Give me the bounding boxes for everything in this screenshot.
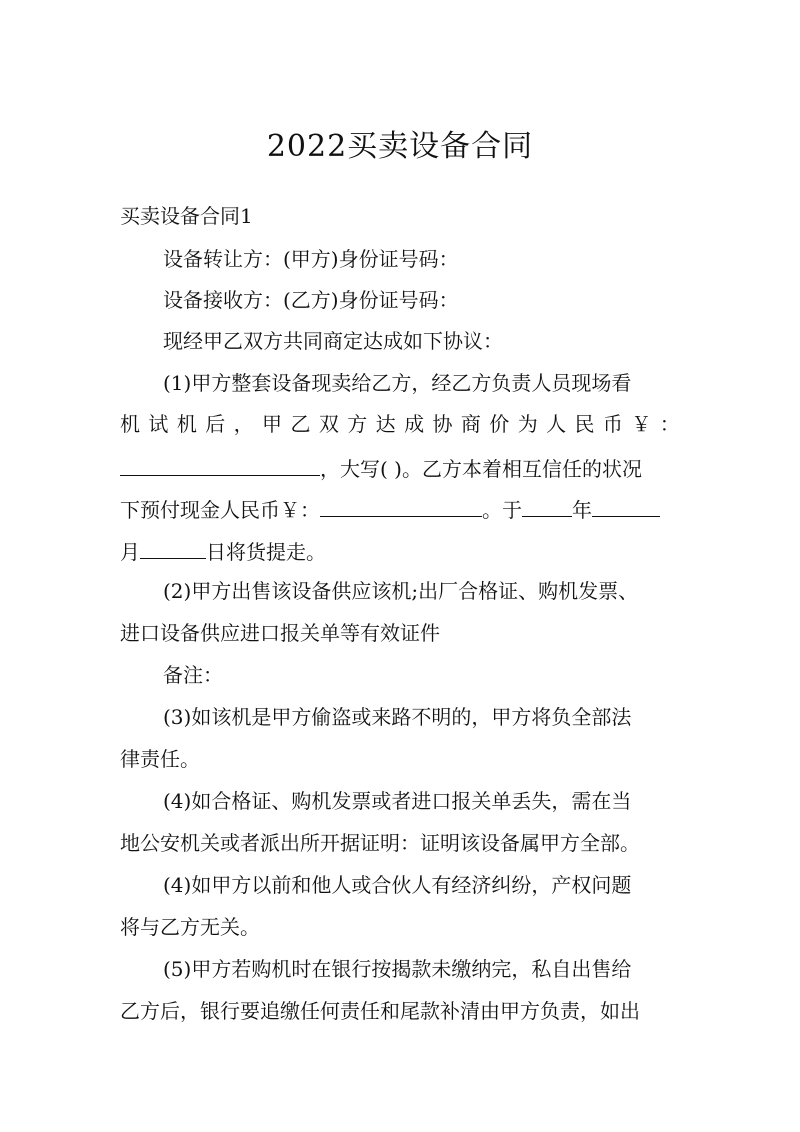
char: 价: [489, 412, 510, 436]
char: 人: [546, 412, 567, 436]
day-blank: [140, 530, 206, 559]
clause4a-line2: 地公安机关或者派出所开据证明：证明该设备属甲方全部。: [120, 831, 640, 855]
pickup-text: 日将货提走。: [206, 540, 326, 564]
char: 甲: [262, 412, 283, 436]
month-label: 月: [120, 540, 140, 564]
transferor-line: 设备转让方：(甲方)身份证号码：: [163, 247, 459, 271]
char: 后: [205, 412, 226, 436]
char: ￥: [631, 412, 652, 436]
clause1-line3: [120, 447, 642, 488]
clause5-line1: (5)甲方若购机时在银行按揭款未缴纳完，私自出售给: [163, 957, 632, 981]
clause2-line2: 进口设备供应进口报关单等有效证件: [120, 621, 440, 645]
price-blank: [120, 447, 320, 476]
year-label: 年: [572, 498, 592, 522]
clause1-line1: (1)甲方整套设备现卖给乙方，经乙方负责人员现场看: [163, 371, 632, 395]
clause4b-line1: (4)如甲方以前和他人或合伙人有经济纠纷，产权问题: [163, 873, 632, 897]
char: 民: [574, 412, 595, 436]
char: ：: [659, 412, 680, 436]
clause4b-line2: 将与乙方无关。: [120, 915, 260, 939]
clause1-line4: [120, 488, 660, 529]
char: 达: [375, 412, 396, 436]
clause5-line2: 乙方后，银行要追缴任何责任和尾款补清由甲方负责，如出: [120, 999, 640, 1023]
char: 为: [517, 412, 538, 436]
char: 商: [460, 412, 481, 436]
clause3-line2: 律责任。: [120, 747, 200, 771]
document-title: 2022买卖设备合同: [266, 129, 534, 164]
date-lead: 。于: [482, 498, 522, 522]
clause3-line1: (3)如该机是甲方偷盗或来路不明的，甲方将负全部法: [163, 705, 632, 729]
char: ，: [233, 412, 254, 436]
char: 方: [347, 412, 368, 436]
month-blank: [592, 488, 660, 517]
clause2-line1: (2)甲方出售该设备供应该机;出厂合格证、购机发票、: [163, 579, 639, 603]
clause1-line5: [120, 530, 326, 571]
char: 币: [602, 412, 623, 436]
char: 成: [404, 412, 425, 436]
section-heading: 买卖设备合同1: [120, 204, 253, 228]
clause1-line2: [120, 405, 680, 443]
char: 双: [318, 412, 339, 436]
prepay-label: 下预付现金人民币￥：: [120, 498, 320, 522]
char: 机: [120, 412, 140, 436]
char: 协: [432, 412, 453, 436]
char: 乙: [290, 412, 311, 436]
remark-label: 备注：: [163, 663, 223, 687]
clause4a-line1: (4)如合格证、购机发票或者进口报关单丢失，需在当: [163, 789, 632, 813]
char: 机: [176, 412, 197, 436]
year-blank: [522, 488, 572, 517]
prepay-blank: [320, 488, 482, 517]
agreement-intro-line: 现经甲乙双方共同商定达成如下协议：: [163, 329, 503, 353]
receiver-line: 设备接收方：(乙方)身份证号码：: [163, 288, 459, 312]
char: 试: [148, 412, 169, 436]
clause1-line3-text: ，大写( )。乙方本着相互信任的状况: [320, 457, 642, 481]
